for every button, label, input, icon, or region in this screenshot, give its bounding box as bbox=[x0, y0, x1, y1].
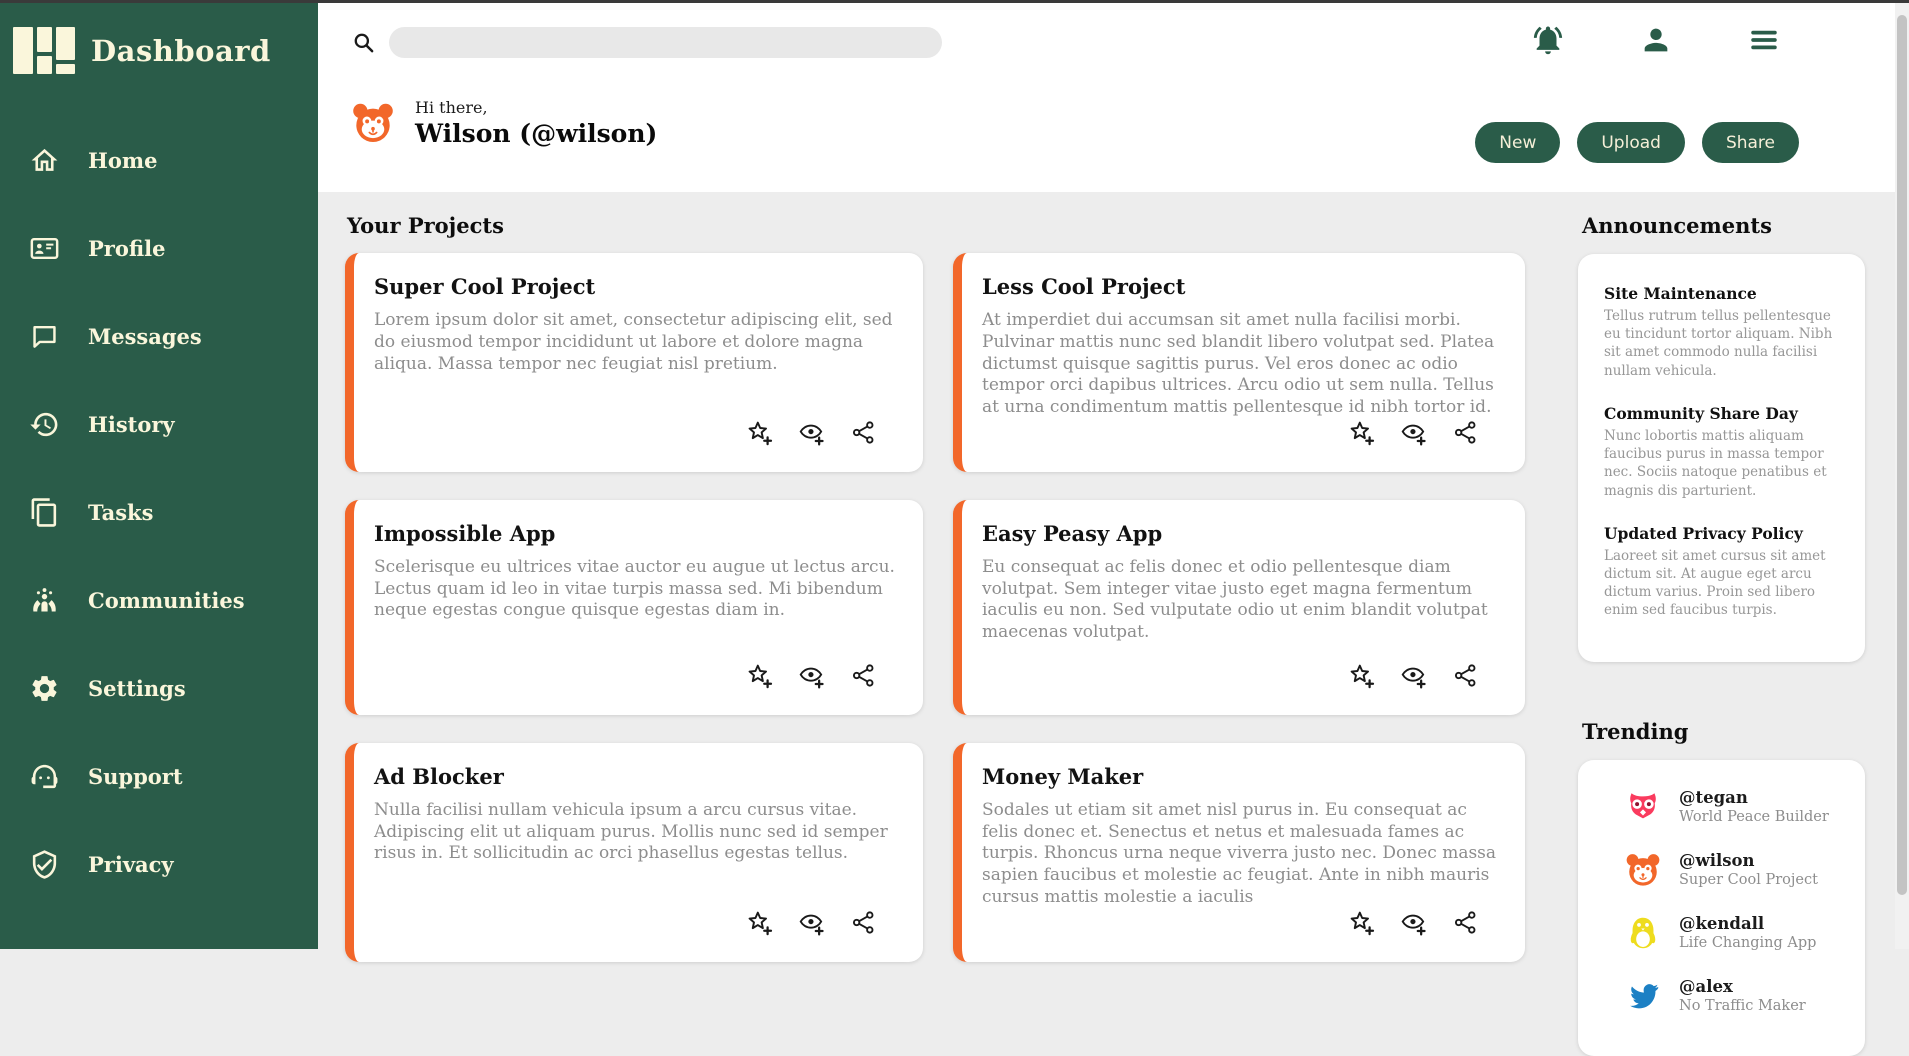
header bbox=[318, 3, 1895, 192]
share-nodes-icon[interactable] bbox=[1452, 909, 1479, 936]
project-card-body: At imperdiet dui accumsan sit amet nulla facilisi morbi. Pulvinar mattis nunc sed blandit libero volutpat sed. Platea dictumst quisque sagittis purus. Vel eros donec ac odio tempor orci dapibus ultrices. Arcu odio ut sem nulla. Tellus at urna condimentum mattis pellentesque id nibh tortor id. bbox=[982, 310, 1495, 417]
gear-icon bbox=[29, 673, 60, 704]
share-nodes-icon[interactable] bbox=[850, 419, 877, 446]
share-nodes-icon[interactable] bbox=[850, 909, 877, 936]
eye-plus-icon[interactable] bbox=[1400, 419, 1427, 446]
announcement-body: Tellus rutrum tellus pellentesque eu tincidunt tortor aliquam. Nibh sit amet commodo nulla facilisi nullam vehicula. bbox=[1604, 308, 1833, 379]
eye-plus-icon[interactable] bbox=[798, 662, 825, 689]
project-card bbox=[953, 500, 1525, 715]
announcement-body: Laoreet sit amet cursus sit amet dictum sit. At augue eget arcu dictum varius. Proin sed libero enim sed faucibus turpis. bbox=[1604, 547, 1826, 619]
penguin-avatar bbox=[1624, 914, 1662, 952]
share-nodes-icon[interactable] bbox=[1452, 419, 1479, 446]
announcement-title: Updated Privacy Policy bbox=[1604, 523, 1803, 543]
announcement-item bbox=[1604, 524, 1843, 620]
panda-avatar bbox=[350, 100, 396, 146]
eye-plus-icon[interactable] bbox=[798, 419, 825, 446]
new-button[interactable]: New bbox=[1475, 122, 1560, 163]
project-card-body: Eu consequat ac felis donec et odio pellentesque diam volutpat. Sem integer vitae justo eget magna fermentum iaculis eu non. Sed vulputate odio ut enim blandit volutpat maecenas volutpat. bbox=[982, 556, 1488, 642]
announcement-title: Site Maintenance bbox=[1604, 284, 1757, 303]
sidebar-item-privacy[interactable] bbox=[0, 820, 318, 908]
profile-card-icon bbox=[29, 233, 60, 264]
right-rail bbox=[1578, 213, 1865, 1015]
star-plus-icon[interactable] bbox=[1348, 419, 1375, 446]
star-plus-icon[interactable] bbox=[1348, 909, 1375, 936]
sidebar-item-label: Privacy bbox=[88, 851, 174, 877]
announcements-heading: Announcements bbox=[1582, 213, 1772, 238]
sidebar-item-tasks[interactable] bbox=[0, 468, 318, 556]
star-plus-icon[interactable] bbox=[746, 419, 773, 446]
eye-plus-icon[interactable] bbox=[798, 909, 825, 936]
project-card-title: Super Cool Project bbox=[374, 274, 596, 299]
upload-button[interactable]: Upload bbox=[1577, 122, 1685, 163]
sidebar bbox=[0, 3, 318, 949]
history-clock-icon bbox=[29, 409, 60, 440]
sidebar-nav bbox=[0, 116, 318, 908]
panda-avatar bbox=[1624, 851, 1662, 889]
dashboard-logo-icon bbox=[13, 27, 75, 74]
trending-subtitle: World Peace Builder bbox=[1679, 809, 1829, 826]
sidebar-item-history[interactable] bbox=[0, 380, 318, 468]
sidebar-item-messages[interactable] bbox=[0, 292, 318, 380]
project-card-body: Sodales ut etiam sit amet nisl purus in. Eu consequat ac felis donec et. Senectus et netus et malesuada fames ac turpis. Rhoncus urna neque viverra justo nec. Donec massa sapien faucibus et molestie ac feugiat. Ante in nibh mauris cursus mattis molestie a iaculis bbox=[982, 799, 1497, 907]
page-scrollbar bbox=[1895, 3, 1909, 949]
star-plus-icon[interactable] bbox=[746, 909, 773, 936]
star-plus-icon[interactable] bbox=[746, 662, 773, 689]
sidebar-item-label: Home bbox=[88, 147, 158, 173]
trending-item[interactable] bbox=[1624, 851, 1845, 889]
sidebar-item-label: Settings bbox=[88, 675, 186, 701]
chat-bubble-icon bbox=[29, 321, 60, 352]
search-input[interactable] bbox=[389, 27, 942, 58]
bird-avatar bbox=[1624, 977, 1662, 1015]
project-card-body: Lorem ipsum dolor sit amet, consectetur adipiscing elit, sed do eiusmod tempor incididunt ut labore et dolore magna aliqua. Massa tempor nec feugiat nisl pretium. bbox=[374, 310, 893, 374]
project-card-body: Nulla facilisi nullam vehicula ipsum a arcu cursus vitae. Adipiscing elit ut aliquam purus. Mollis nunc sed id semper risus in. Et sollicitudin ac orci phasellus egestas tellus. bbox=[374, 799, 888, 864]
project-card bbox=[345, 743, 923, 962]
projects-section bbox=[345, 213, 1525, 949]
sidebar-item-profile[interactable] bbox=[0, 204, 318, 292]
project-card-title: Ad Blocker bbox=[374, 763, 504, 789]
trending-item[interactable] bbox=[1624, 977, 1845, 1015]
owl-avatar bbox=[1624, 788, 1662, 826]
project-card-title: Easy Peasy App bbox=[982, 520, 1163, 546]
sidebar-item-home[interactable] bbox=[0, 116, 318, 204]
announcements-panel bbox=[1578, 254, 1865, 662]
project-card bbox=[345, 253, 923, 472]
project-card-title: Less Cool Project bbox=[982, 274, 1186, 299]
people-icon bbox=[29, 585, 60, 616]
announcement-body: Nunc lobortis mattis aliquam faucibus purus in massa tempor nec. Sociis natoque penatibus et magnis dis parturient. bbox=[1604, 427, 1827, 499]
sidebar-item-label: Support bbox=[88, 763, 183, 789]
trending-subtitle: No Traffic Maker bbox=[1679, 998, 1806, 1015]
share-button[interactable]: Share bbox=[1702, 122, 1799, 163]
share-nodes-icon[interactable] bbox=[850, 662, 877, 689]
home-icon bbox=[29, 145, 60, 176]
sidebar-item-label: Tasks bbox=[88, 499, 154, 525]
notification-bell-icon[interactable] bbox=[1531, 23, 1565, 57]
trending-handle: @tegan bbox=[1679, 788, 1748, 808]
content-area bbox=[318, 192, 1895, 1015]
greeting-hi: Hi there, bbox=[415, 98, 488, 117]
search-icon bbox=[351, 30, 377, 56]
trending-panel bbox=[1578, 760, 1865, 1056]
project-card bbox=[953, 743, 1525, 962]
project-card bbox=[345, 500, 923, 715]
project-card-body: Scelerisque eu ultrices vitae auctor eu augue ut lectus arcu. Lectus quam id leo in vitae turpis massa sed. Mi bibendum neque egestas congue quisque egestas diam in. bbox=[374, 556, 895, 621]
eye-plus-icon[interactable] bbox=[1400, 662, 1427, 689]
eye-plus-icon[interactable] bbox=[1400, 909, 1427, 936]
sidebar-item-label: Profile bbox=[88, 235, 166, 261]
hamburger-menu-icon[interactable] bbox=[1747, 23, 1781, 57]
trending-heading: Trending bbox=[1582, 718, 1689, 744]
sidebar-item-support[interactable] bbox=[0, 732, 318, 820]
shield-check-icon bbox=[29, 849, 60, 880]
window-top-edge bbox=[0, 0, 1909, 3]
star-plus-icon[interactable] bbox=[1348, 662, 1375, 689]
project-card bbox=[953, 253, 1525, 472]
announcement-title: Community Share Day bbox=[1604, 403, 1798, 423]
trending-handle: @kendall bbox=[1679, 914, 1765, 934]
documents-icon bbox=[29, 497, 60, 528]
project-card-title: Money Maker bbox=[982, 763, 1144, 789]
scrollbar-thumb[interactable] bbox=[1897, 15, 1907, 895]
app-title: Dashboard bbox=[91, 33, 271, 68]
greeting-username: Wilson (@wilson) bbox=[415, 119, 658, 148]
share-nodes-icon[interactable] bbox=[1452, 662, 1479, 689]
trending-handle: @alex bbox=[1679, 977, 1733, 997]
sidebar-item-label: Communities bbox=[88, 587, 245, 613]
trending-item[interactable] bbox=[1624, 914, 1845, 952]
user-icon[interactable] bbox=[1639, 23, 1673, 57]
projects-grid bbox=[345, 253, 1525, 962]
trending-subtitle: Life Changing App bbox=[1679, 935, 1817, 952]
sidebar-item-label: Messages bbox=[88, 323, 202, 349]
announcement-item bbox=[1604, 284, 1843, 380]
sidebar-item-communities[interactable] bbox=[0, 556, 318, 644]
trending-item[interactable] bbox=[1624, 788, 1845, 826]
sidebar-item-settings[interactable] bbox=[0, 644, 318, 732]
brand bbox=[0, 3, 318, 74]
announcement-item bbox=[1604, 404, 1843, 500]
sidebar-item-label: History bbox=[88, 411, 175, 437]
greeting bbox=[350, 98, 657, 148]
trending-subtitle: Super Cool Project bbox=[1679, 872, 1818, 889]
project-card-title: Impossible App bbox=[374, 520, 556, 546]
support-agent-icon bbox=[29, 761, 60, 792]
projects-heading: Your Projects bbox=[347, 213, 504, 238]
trending-handle: @wilson bbox=[1679, 851, 1755, 871]
